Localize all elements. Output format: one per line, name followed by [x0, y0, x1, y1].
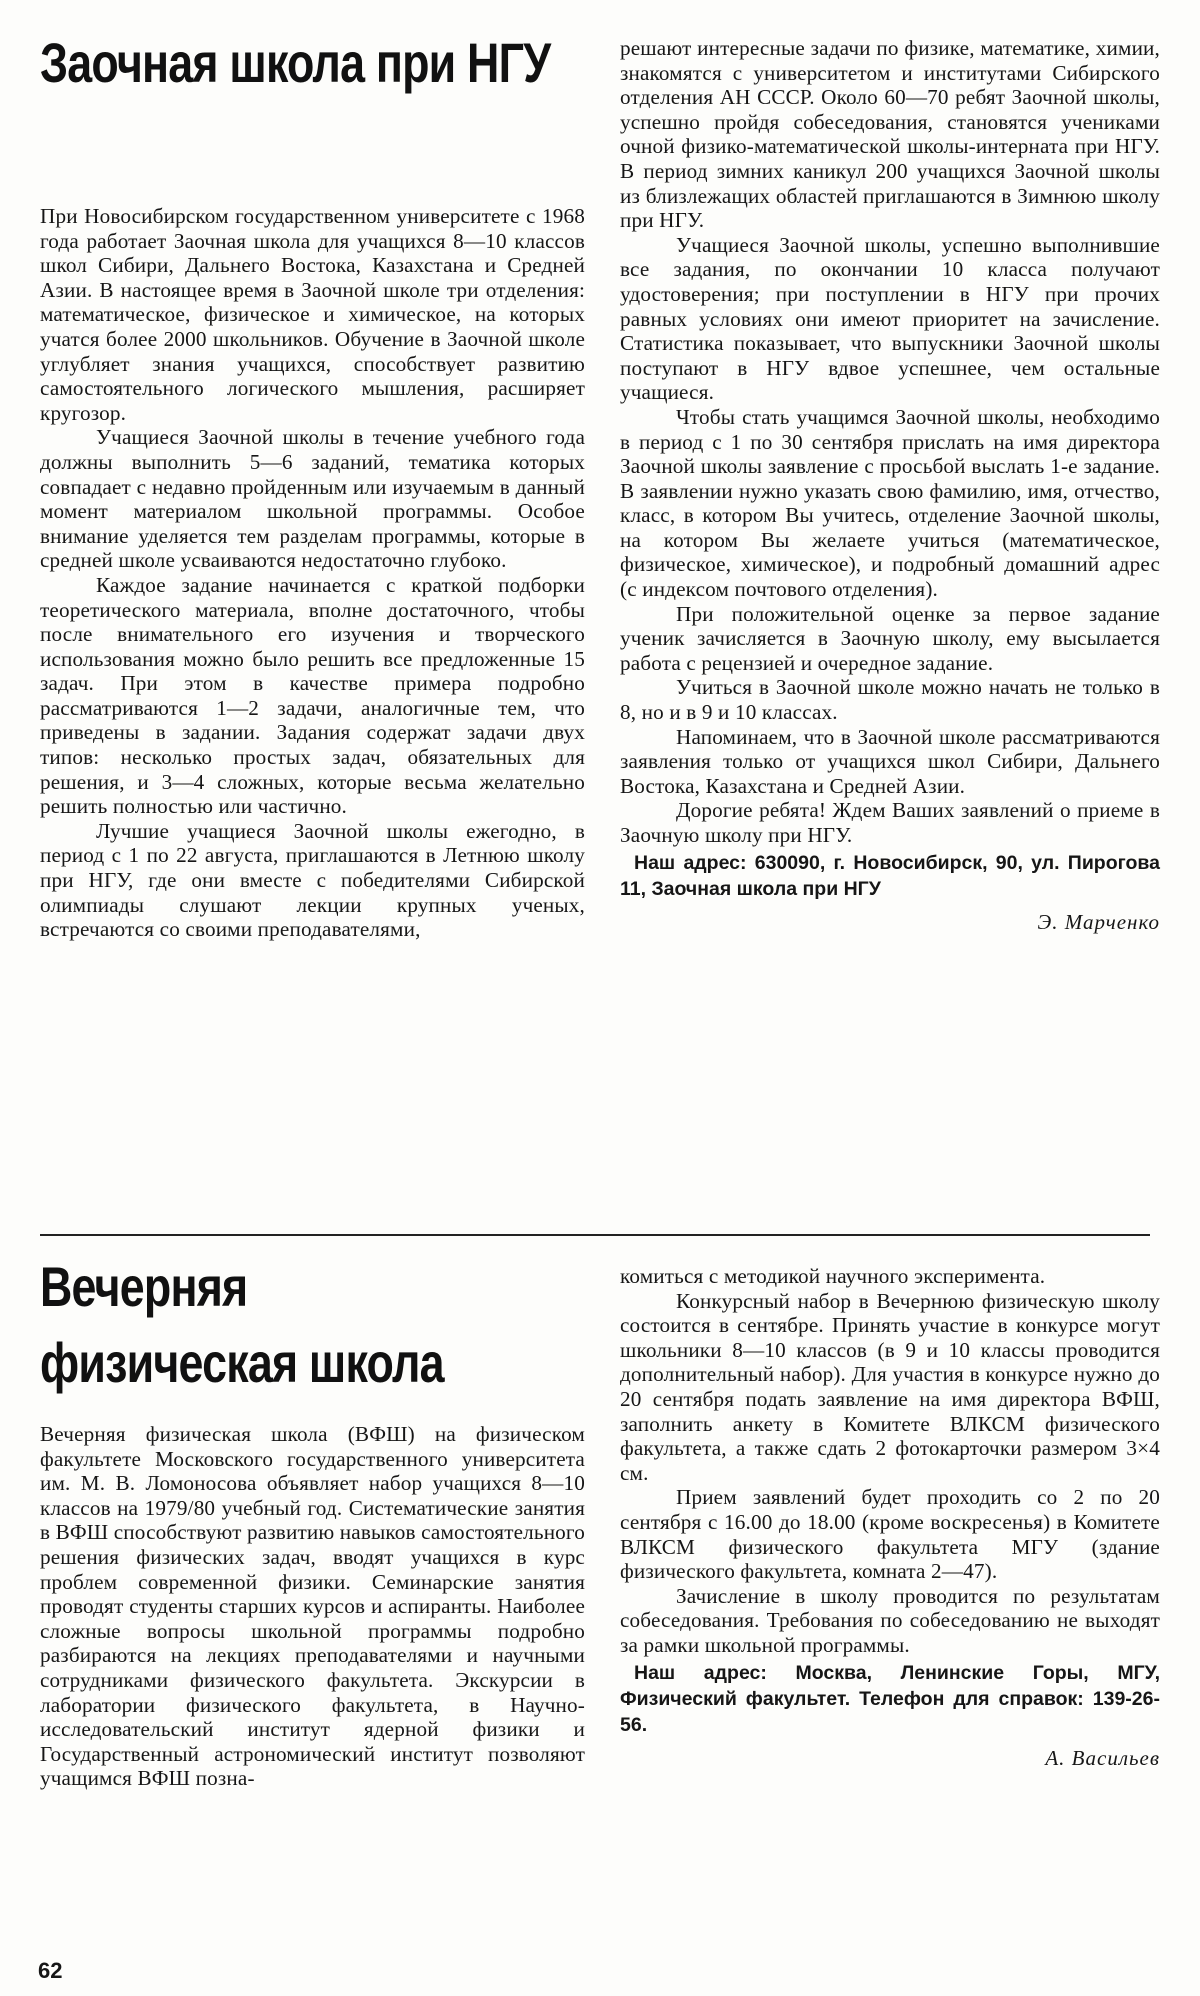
article1-right-column	[620, 36, 1160, 935]
article1-paragraph: Каждое задание начинается с краткой подборки теоретического материала, вполне достаточного, чтобы после внимательного его изучения и творческого использования можно было решить все предложенные 15 задач. При этом в качестве примера подробно рассматриваются 1—2 задачи, аналогичные тем, что приведены в задании. Задания содержат задачи двух типов: несколько простых задач, обязательных для решения, и 3—4 сложных, которые весьма желательно решить полностью или частично.	[40, 572, 585, 819]
article1-title: Заочная школа при НГУ	[40, 31, 551, 94]
article1-paragraph: Лучшие учащиеся Заочной школы ежегодно, в период с 1 по 22 августа, приглашаются в Летнюю школу при НГУ, где они вместе с победителями Сибирской олимпиады слушают лекции крупных ученых, встречаются со своими преподавателями,	[40, 818, 585, 942]
article1-paragraph: При положительной оценке за первое задание ученик зачисляется в Заочную школу, ему высылается работа с рецензией и очередное задание.	[620, 601, 1160, 675]
article1-paragraph: Напоминаем, что в Заочной школе рассматриваются заявления только от учащихся школ Сибири, Дальнего Востока, Казахстана и Средней Азии.	[620, 724, 1160, 798]
article2-paragraph: Конкурсный набор в Вечернюю физическую школу состоится в сентябре. Принять участие в конкурсе могут школьники 8—10 классов (в 9 и 10 классы проводится дополнительный набор). Для участия в конкурсе нужно до 20 сентября подать заявление на имя директора ВФШ, заполнить анкету в Комитете ВЛКСМ физического факультета, а также сдать 2 фотокарточки размером 3×4 см.	[620, 1288, 1160, 1485]
article1-address: Наш адрес: 630090, г. Новосибирск, 90, ул. Пирогова 11, Заочная школа при НГУ	[620, 851, 1160, 900]
article1-paragraph: Учиться в Заочной школе можно начать не только в 8, но и в 9 и 10 классах.	[620, 675, 1160, 725]
article2-paragraph: Прием заявлений будет проходить со 2 по 20 сентября с 16.00 до 18.00 (кроме воскресенья) в Комитете ВЛКСМ физического факультета МГУ (здание физического факультета, комната 2—47).	[620, 1485, 1160, 1584]
article1-paragraph: Учащиеся Заочной школы, успешно выполнившие все задания, по окончании 10 класса получают удостоверения; при поступлении в НГУ при прочих равных условиях они имеют приоритет на зачисление. Статистика показывает, что выпускники Заочной школы поступают в НГУ вдвое успешнее, чем остальные учащиеся.	[620, 232, 1160, 405]
article1-author: Э. Марченко	[1037, 909, 1160, 934]
article2-right-column	[620, 1264, 1160, 1771]
article1-paragraph: Учащиеся Заочной школы в течение учебного года должны выполнить 5—6 заданий, тематика которых совпадает с недавно пройденным или изучаемым в данный момент материалом школьной программы. Особое внимание уделяется тем разделам программы, которые в средней школе усваиваются недостаточно глубоко.	[40, 425, 585, 573]
article1-paragraph-continuation: решают интересные задачи по физике, математике, химии, знакомятся с университетом и институтами Сибирского отделения АН СССР. Около 60—70 ребят Заочной школы, успешно пройдя собеседования, становятся учениками очной физико-математической школы-интерната при НГУ. В период зимних каникул 200 учащихся Заочной школы из близлежащих областей приглашаются в Зимнюю школу при НГУ.	[620, 36, 1160, 233]
article2-author: А. Васильев	[1045, 1745, 1160, 1770]
article2-title-line2: физическая школа	[40, 1331, 444, 1394]
article1-paragraph: Дорогие ребята! Ждем Ваших заявлений о приеме в Заочную школу при НГУ.	[620, 798, 1160, 847]
article2-address: Наш адрес: Москва, Ленинские Горы, МГУ, Физический факультет. Телефон для справок: 139-26-56.	[620, 1661, 1160, 1736]
article2-left-column	[40, 1252, 585, 1791]
article2-paragraph-continuation: комиться с методикой научного эксперимента.	[620, 1264, 1046, 1288]
article2-paragraph: Зачисление в школу проводится по результатам собеседования. Требования по собеседованию не выходят за рамки школьной программы.	[620, 1583, 1160, 1657]
article2-title-line1: Вечерняя	[40, 1255, 248, 1318]
article1-paragraph: При Новосибирском государственном университете с 1968 года работает Заочная школа для учащихся 8—10 классов школ Сибири, Дальнего Востока, Казахстана и Средней Азии. В настоящее время в Заочной школе три отделения: математическое, физическое и химическое, на которых учатся более 2000 школьников. Обучение в Заочной школе углубляет знания учащихся, способствует развитию самостоятельного логического мышления, расширяет кругозор.	[40, 204, 585, 425]
article-divider	[40, 1234, 1150, 1236]
article2-paragraph: Вечерняя физическая школа (ВФШ) на физическом факультете Московского государственного университета им. М. В. Ломоносова объявляет набор учащихся 8—10 классов на 1979/80 учебный год. Систематические занятия в ВФШ способствуют развитию навыков самостоятельного решения физических задач, вводят учащихся в курс проблем современной физики. Семинарские занятия проводят студенты старших курсов и аспиранты. Наиболее сложные вопросы школьной программы подробно разбираются на лекциях преподавателями и научными сотрудниками физического факультета. Экскурсии в лаборатории физического факультета, в Научно-исследовательский институт ядерной физики и Государственный астрономический институт позволяют учащимся ВФШ позна-	[40, 1422, 585, 1791]
article1-left-column	[40, 28, 585, 942]
article1-paragraph: Чтобы стать учащимся Заочной школы, необходимо в период с 1 по 30 сентября прислать на имя директора Заочной школы заявление с просьбой выслать 1-е задание. В заявлении нужно указать свою фамилию, имя, отчество, класс, в котором Вы учитесь, отделение Заочной школы, на котором Вы желаете учиться (математическое, физическое, химическое), и подробный домашний адрес (с индексом почтового отделения).	[620, 404, 1160, 602]
page-number: 62	[38, 1958, 63, 1983]
